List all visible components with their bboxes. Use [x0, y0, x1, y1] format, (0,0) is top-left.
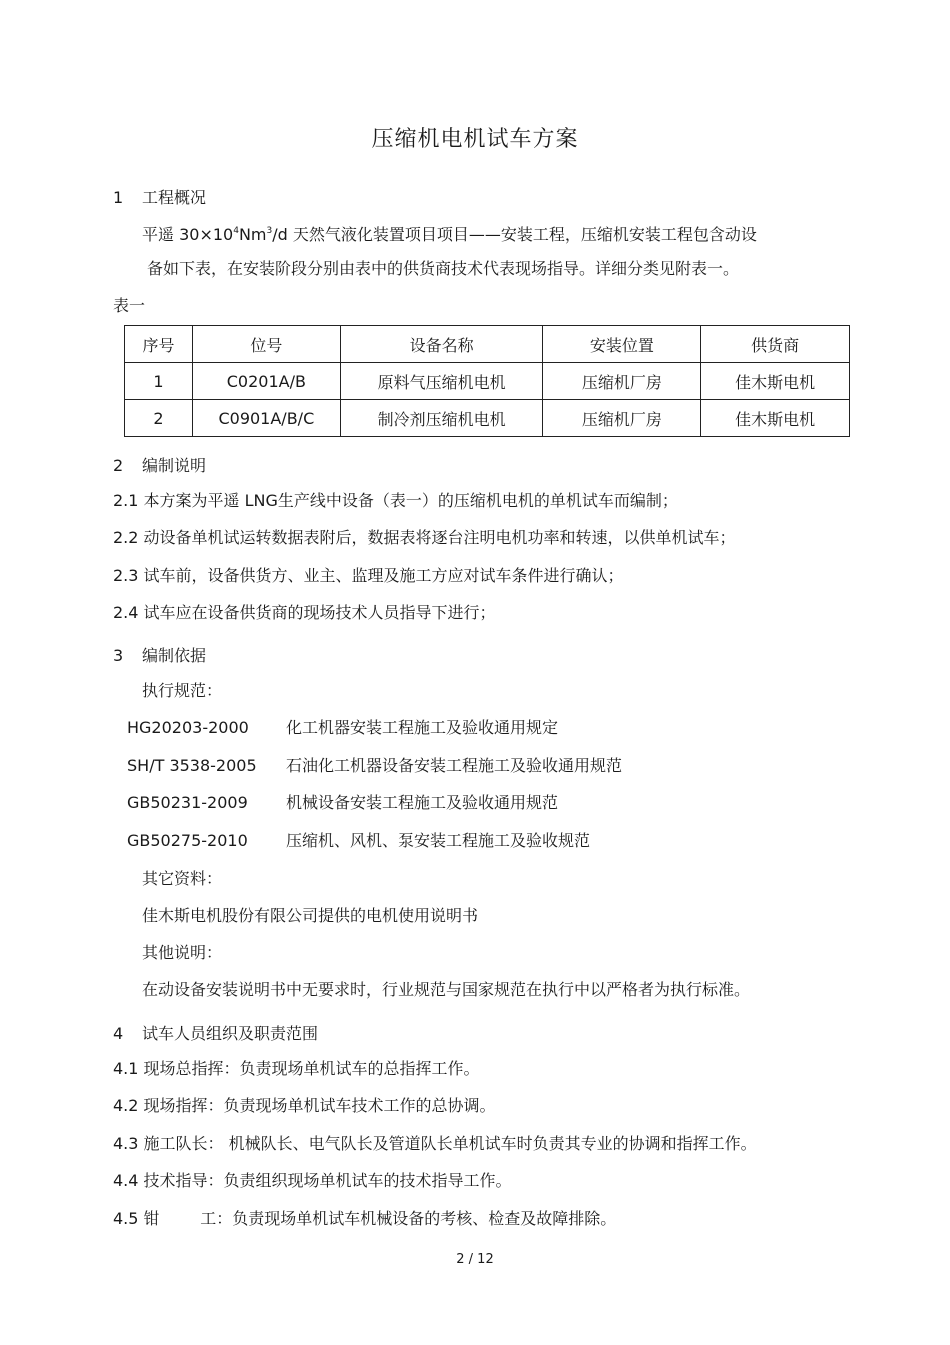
table-caption: 表一 — [113, 296, 146, 315]
section-4-item: 4.2 现场指挥：负责现场单机试车技术工作的总协调。 — [113, 1096, 496, 1115]
standard-name: 机械设备安装工程施工及验收通用规范 — [286, 793, 559, 812]
section-4-item: 4.3 施工队长： 机械队长、电气队长及管道队长单机试车时负责其专业的协调和指挥工作。 — [113, 1134, 757, 1153]
table-row — [125, 363, 850, 400]
standard-code: HG20203-2000 — [127, 718, 249, 737]
table-header-cell: 位号 — [192, 326, 340, 363]
other-notes-text: 在动设备安装说明书中无要求时，行业规范与国家规范在执行中以严格者为执行标准。 — [142, 980, 751, 999]
table-cell: 原料气压缩机电机 — [340, 363, 543, 400]
table-header-cell: 供货商 — [701, 326, 850, 363]
table-header-cell: 安装位置 — [543, 326, 701, 363]
p1-superscript-1: 4 — [233, 226, 239, 236]
table-cell: 压缩机厂房 — [543, 400, 701, 437]
table-row — [125, 400, 850, 437]
standard-code: GB50275-2010 — [127, 831, 248, 850]
table-header-cell: 序号 — [125, 326, 193, 363]
section-4-item: 4.1 现场总指挥：负责现场单机试车的总指挥工作。 — [113, 1059, 480, 1078]
table-cell: C0901A/B/C — [192, 400, 340, 437]
standard-name: 化工机器安装工程施工及验收通用规定 — [286, 718, 559, 737]
table-cell: 2 — [125, 400, 193, 437]
section-2-heading: 编制说明 — [142, 456, 207, 475]
section-2-item: 2.2 动设备单机试运转数据表附后，数据表将逐台注明电机功率和转速，以供单机试车； — [113, 528, 736, 547]
section-2-item: 2.4 试车应在设备供货商的现场技术人员指导下进行； — [113, 603, 496, 622]
table-header-row — [125, 326, 850, 363]
other-materials-text: 佳木斯电机股份有限公司提供的电机使用说明书 — [142, 906, 479, 925]
p1-part-b: Nm — [238, 225, 267, 244]
standard-code: GB50231-2009 — [127, 793, 248, 812]
section-3-heading: 编制依据 — [142, 646, 207, 665]
table-cell: C0201A/B — [192, 363, 340, 400]
p1-part-a: 平遥 30×10 — [142, 225, 234, 244]
section-4-item: 4.5 钳 工：负责现场单机试车机械设备的考核、检查及故障排除。 — [113, 1209, 617, 1228]
page-number: 2 / 12 — [456, 1252, 494, 1267]
table-cell: 佳木斯电机 — [701, 400, 850, 437]
section-1-paragraph-line-2: 备如下表，在安装阶段分别由表中的供货商技术代表现场指导。详细分类见附表一。 — [147, 259, 740, 278]
standard-name: 石油化工机器设备安装工程施工及验收通用规范 — [286, 756, 623, 775]
section-3-number: 3 — [113, 646, 124, 665]
section-2-number: 2 — [113, 456, 124, 475]
table-cell: 佳木斯电机 — [701, 363, 850, 400]
equipment-table — [124, 325, 850, 437]
table-cell: 1 — [125, 363, 193, 400]
p1-part-c: /d 天然气液化装置项目项目——安装工程，压缩机安装工程包含动设 — [272, 225, 757, 244]
section-2-item: 2.3 试车前，设备供货方、业主、监理及施工方应对试车条件进行确认； — [113, 566, 624, 585]
section-1-paragraph-line-1 — [142, 221, 757, 245]
section-1-heading: 工程概况 — [142, 188, 207, 207]
standard-code: SH/T 3538-2005 — [127, 756, 257, 775]
other-notes-label: 其他说明： — [142, 943, 223, 962]
other-materials-label: 其它资料： — [142, 869, 223, 888]
p1-superscript-2: 3 — [266, 226, 273, 236]
standard-name: 压缩机、风机、泵安装工程施工及验收规范 — [286, 831, 591, 850]
section-4-item: 4.4 技术指导：负责组织现场单机试车的技术指导工作。 — [113, 1171, 512, 1190]
document-title: 压缩机电机试车方案 — [371, 127, 579, 152]
section-2-item: 2.1 本方案为平遥 LNG生产线中设备（表一）的压缩机电机的单机试车而编制； — [113, 491, 678, 510]
table-cell: 制冷剂压缩机电机 — [340, 400, 543, 437]
section-4-number: 4 — [113, 1024, 124, 1043]
section-1-number: 1 — [113, 188, 124, 207]
section-4-heading: 试车人员组织及职责范围 — [142, 1024, 319, 1043]
table-cell: 压缩机厂房 — [543, 363, 701, 400]
exec-standards-label: 执行规范： — [142, 681, 223, 700]
table-header-cell: 设备名称 — [340, 326, 543, 363]
